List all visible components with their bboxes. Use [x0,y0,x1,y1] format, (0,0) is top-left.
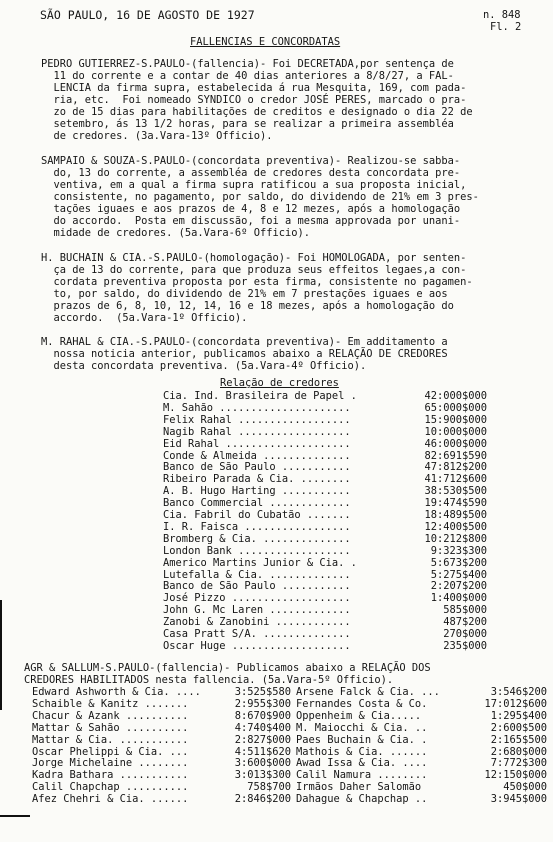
habilitado-amount: 1:295$400 [490,709,547,722]
habilitado-name: Calil Namura ........ [296,769,428,782]
creditor-amount: 18:489$500 [424,509,487,521]
habilitado-name: Jorge Michelaine ........ [32,757,189,770]
habilitado-amount: 8:670$900 [234,709,291,722]
entry-line: accordo. (5a.Vara-1º Officio). [41,312,248,324]
habilitado-amount: 3:013$300 [234,769,291,782]
creditor-name: Nagib Rahal .................. [163,425,351,438]
scan-edge-mark [0,815,30,817]
entry-line: SAMPAIO & SOUZA-S.PAULO-(concordata preventiva)- Realizou-se sabba- [41,155,461,167]
creditor-amount: 270$000 [443,628,487,640]
entry-line: ça de 13 do corrente, para que produza seus effeitos legaes,a con- [41,264,467,276]
creditor-name: Cia. Fabril do Cubatão ....... [163,509,351,521]
dateline: SÃO PAULO, 16 DE AGOSTO DE 1927 [40,8,255,22]
creditor-name: I. R. Faisca ................. [163,520,351,533]
creditor-name: Ribeiro Parada & Cia. ........ [163,473,351,486]
habilitado-amount: 12:150$000 [484,769,547,782]
habilitado-name: Paes Buchain & Cia. . [296,733,428,746]
creditor-name: Banco de São Paulo ........... [163,461,351,474]
creditor-amount: 10:212$800 [424,532,487,545]
creditor-name: Casa Pratt S/A. .............. [163,628,351,640]
entry-line: do accordo. Posta em discussão, foi a mesma approvada por unani- [41,215,461,227]
creditor-amount: 38:530$500 [424,485,487,498]
habilitado-amount: 2:165$500 [490,733,547,746]
creditor-name: Banco Commercial ............. [163,497,351,510]
habilitado-name: Mattar & Sahão .......... [32,721,189,734]
habilitado-amount: 7:772$300 [490,757,547,770]
entry-line: nossa noticia anterior, publicamos abaixo a RELAÇÃO DE CREDORES [41,348,448,360]
creditor-name: John G. Mc Laren ............. [163,604,351,617]
habilitado-name: Oscar Phelippi & Cia. ... [32,745,189,758]
sheet-number: Fl. 2 [490,21,522,33]
habilitado-amount: 4:511$620 [234,745,291,758]
habilitado-name: Schaible & Kanitz ....... [32,697,189,710]
creditor-amount: 1:400$000 [430,592,487,605]
entry-line: AGR & SALLUM-S.PAULO-(fallencia)- Publicamos abaixo a RELAÇÃO DOS [24,662,431,674]
habilitado-name: Dahague & Chapchap .. [296,793,428,806]
entry-line: ventiva, em a qual a firma supra ratificou a sua proposta inicial, [41,179,467,191]
creditors-title: Relação de credores [220,377,339,389]
entry-line: desta concordata preventiva. (5a.Vara-4º Officio). [41,360,367,372]
entry-line: midade de credores. (5a.Vara-6º Officio). [41,227,310,239]
scan-edge-mark [0,600,2,710]
creditor-amount: 2:207$200 [430,580,487,593]
entry-line: de credores. (3a.Vara-13º Officio). [41,130,273,142]
entry-line: to, por saldo, do dividendo de 21% em 7 prestações iguaes e aos [41,288,448,300]
habilitado-name: Irmãos Daher Salomão [296,781,422,794]
creditor-amount: 47:812$200 [424,461,487,474]
habilitado-name: Arsene Falck & Cia. ... [296,686,440,698]
page-number: n. 848 [483,9,521,21]
habilitado-name: Fernandes Costa & Co. [296,697,428,710]
habilitado-amount: 2:955$300 [234,697,291,710]
habilitado-amount: 2:827$000 [234,733,291,746]
creditor-amount: 82:691$590 [424,449,487,462]
habilitado-name: Afez Chehri & Cia. ...... [32,793,189,806]
creditor-amount: 41:712$600 [424,473,487,486]
entry-line: prazos de 6, 8, 10, 12, 14, 16 e 18 mezes, após a homologação do [41,300,454,312]
entry-line: setembro, ás 13 1/2 horas, para se realizar a primeira assembléa [41,118,454,130]
entry-line: ria, etc. Foi nomeado SYNDICO o credor JOSÉ PERES, marcado o pra- [41,94,467,106]
creditor-name: Cia. Ind. Brasileira de Papel . [163,390,357,402]
habilitado-amount: 3:546$200 [490,686,547,698]
habilitado-amount: 17:012$600 [484,697,547,710]
creditor-amount: 42:000$000 [424,390,487,402]
creditor-name: José Pizzo ................... [163,592,351,605]
habilitado-name: Mathois & Cia. ...... [296,745,428,758]
habilitado-amount: 2:680$000 [490,745,547,758]
habilitado-name: Awad Issa & Cia. .... [296,757,428,770]
creditor-name: Americo Martins Junior & Cia. . [163,556,357,569]
creditor-amount: 10:000$000 [424,425,487,438]
creditor-amount: 235$000 [443,639,487,652]
habilitado-name: Mattar & Cia. ........... [32,733,189,746]
creditor-name: Conde & Almeida .............. [163,449,351,462]
entry-line: tações iguaes e aos prazos de 4, 8 e 12 mezes, após a homologação [41,203,461,215]
habilitado-amount: 450$000 [503,781,547,794]
habilitado-amount: 4:740$400 [234,721,291,734]
creditor-name: A. B. Hugo Harting ........... [163,485,351,498]
entry-line: 11 do corrente e a contar de 40 dias anteriores a 8/8/27, a FAL- [41,70,454,82]
creditor-name: Felix Rahal .................. [163,413,351,426]
creditor-amount: 5:275$400 [430,568,487,581]
habilitado-name: Kadra Bathara ........... [32,769,189,782]
entry-line: CREDORES HABILITADOS nesta fallencia. (5a.Vara-5º Officio). [24,674,394,686]
habilitado-amount: 2:600$500 [490,721,547,734]
habilitado-amount: 3:945$000 [490,793,547,806]
habilitado-amount: 3:525$580 [234,686,291,698]
creditor-amount: 19:474$590 [424,497,487,510]
creditor-name: Zanobi & Zanobini ............ [163,616,351,629]
creditor-amount: 585$000 [443,604,487,617]
section-title: FALLENCIAS E CONCORDATAS [190,36,341,48]
creditor-amount: 46:000$000 [424,437,487,450]
creditor-name: M. Sahão ..................... [163,401,351,414]
entry-line: H. BUCHAIN & CIA.-S.PAULO-(homologação)- Foi HOMOLOGADA, por senten- [41,252,467,264]
entry-line: M. RAHAL & CIA.-S.PAULO-(concordata preventiva)- Em additamento a [41,336,448,348]
entry-line: consistente, no pagamento, por saldo, do dividendo de 21% em 3 pres- [41,191,479,203]
creditor-amount: 15:900$000 [424,413,487,426]
habilitado-name: M. Maiocchi & Cia. .. [296,721,428,734]
habilitado-amount: 758$700 [247,781,291,794]
creditor-amount: 65:000$000 [424,401,487,414]
habilitado-name: Calil Chapchap .......... [32,781,189,794]
creditor-name: Oscar Huge ................... [163,639,351,652]
habilitado-name: Oppenheim & Cia..... [296,709,422,722]
habilitado-name: Chacur & Azank .......... [32,709,189,722]
creditor-name: Banco de São Paulo ........... [163,580,351,593]
creditor-amount: 5:673$200 [430,556,487,569]
creditor-amount: 9:323$300 [430,544,487,557]
entry-line: PEDRO GUTIERREZ-S.PAULO-(fallencia)- Foi DECRETADA,por sentença de [41,58,454,70]
creditor-name: Eid Rahal .................... [163,437,351,450]
entry-line: zo de 15 dias para habilitações de creditos e designado o dia 22 de [41,106,473,118]
creditor-name: Lutefalla & Cia. ............. [163,568,351,581]
entry-line: do, 13 do corrente, a assembléa de credores desta concordata pre- [41,167,461,179]
creditor-amount: 12:400$500 [424,520,487,533]
habilitado-name: Edward Ashworth & Cia. .... [32,686,201,698]
creditor-name: Bromberg & Cia. .............. [163,532,351,545]
entry-line: cordata preventiva proposta por esta firma, consistente no pagamen- [41,276,473,288]
creditor-name: London Bank .................. [163,544,351,557]
habilitado-amount: 2:846$200 [234,793,291,806]
creditor-amount: 487$200 [443,616,487,629]
entry-line: LENCIA da firma supra, estabelecida á rua Mesquita, 169, com pada- [41,82,467,94]
habilitado-amount: 3:600$000 [234,757,291,770]
